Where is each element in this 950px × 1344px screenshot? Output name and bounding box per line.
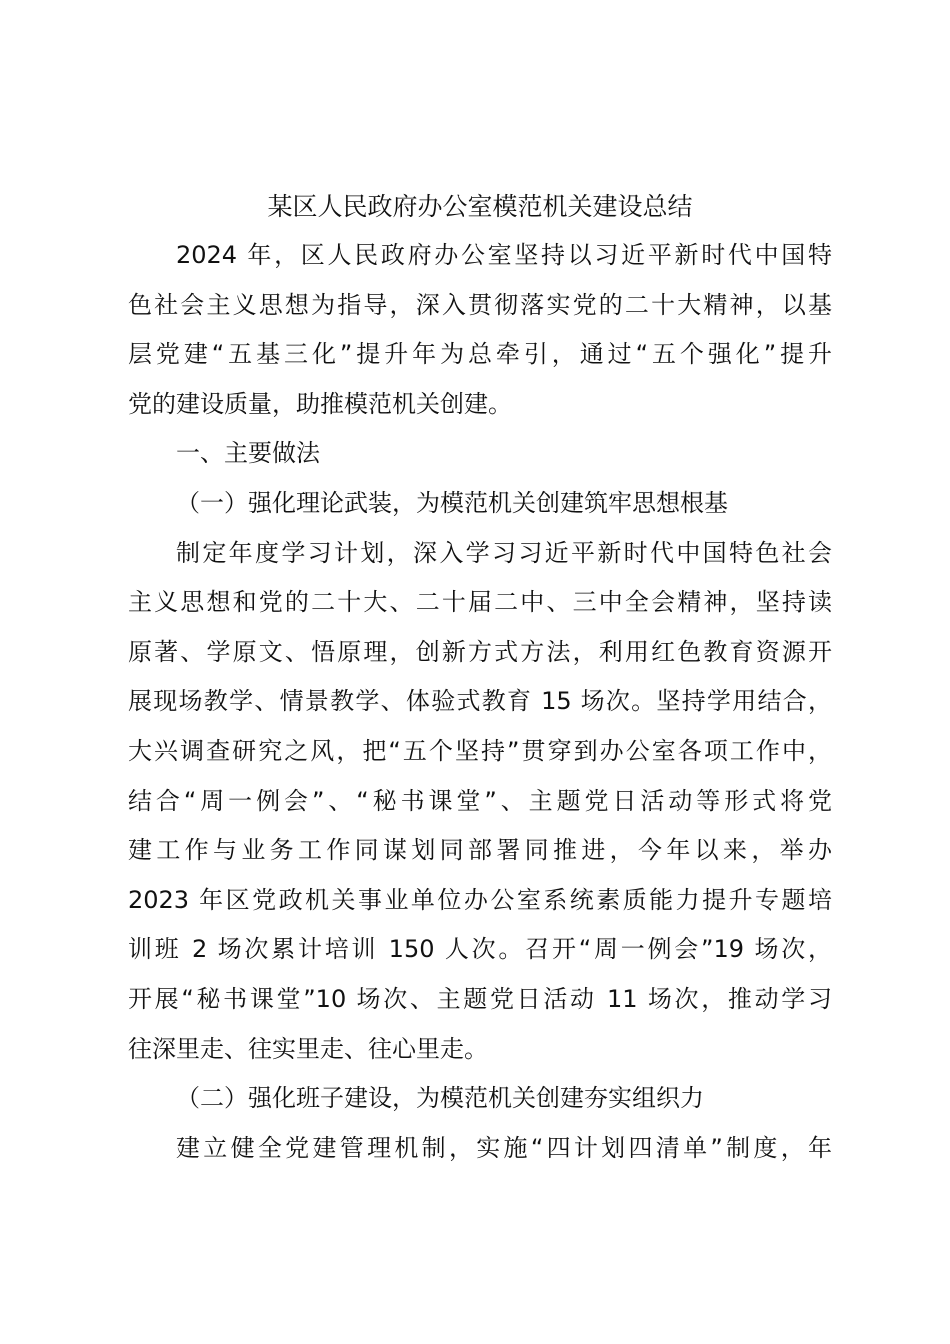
text-line: 色社会主义思想为指导，深入贯彻落实党的二十大精神，以基 <box>128 290 832 319</box>
subsection-heading <box>128 1074 832 1124</box>
text-line: （一）强化理论武装，为模范机关创建筑牢思想根基 <box>176 488 728 517</box>
paragraph-theory <box>128 529 832 1075</box>
paragraph-leadership <box>128 1124 832 1174</box>
text-line: 2023 年区党政机关事业单位办公室系统素质能力提升专题培 <box>128 885 832 914</box>
text-line: 2024 年，区人民政府办公室坚持以习近平新时代中国特 <box>176 241 832 269</box>
text-line: 原著、学原文、悟原理，创新方式方法，利用红色教育资源开 <box>128 637 832 666</box>
text-line: 制定年度学习计划，深入学习习近平新时代中国特色社会 <box>176 538 832 567</box>
text-line: 主义思想和党的二十大、二十届二中、三中全会精神，坚持读 <box>128 588 832 617</box>
text-line: （二）强化班子建设，为模范机关创建夯实组织力 <box>176 1084 704 1113</box>
section-heading <box>128 429 832 479</box>
paragraph-intro <box>128 231 832 429</box>
text-line: 层党建“五基三化”提升年为总牵引，通过“五个强化”提升 <box>128 340 832 369</box>
text-line: 一、主要做法 <box>176 439 320 468</box>
text-line: 建工作与业务工作同谋划同部署同推进，今年以来，举办 <box>128 836 832 865</box>
text-line: 往深里走、往实里走、往心里走。 <box>128 1034 488 1063</box>
text-line: 结合“周一例会”、“秘书课堂”、主题党日活动等形式将党 <box>128 786 832 815</box>
text-line: 建立健全党建管理机制，实施“四计划四清单”制度，年 <box>176 1133 832 1162</box>
subsection-heading <box>128 479 832 529</box>
document-body <box>128 182 832 1173</box>
text-line: 开展“秘书课堂”10 场次、主题党日活动 11 场次，推动学习 <box>128 984 832 1013</box>
text-line: 党的建设质量，助推模范机关创建。 <box>128 389 512 418</box>
text-line: 展现场教学、情景教学、体验式教育 15 场次。坚持学用结合， <box>128 687 832 716</box>
text-line: 大兴调查研究之风，把“五个坚持”贯穿到办公室各项工作中， <box>128 736 832 765</box>
text-line: 训班 2 场次累计培训 150 人次。召开“周一例会”19 场次， <box>128 935 832 964</box>
document-title: 某区人民政府办公室模范机关建设总结 <box>267 192 693 221</box>
